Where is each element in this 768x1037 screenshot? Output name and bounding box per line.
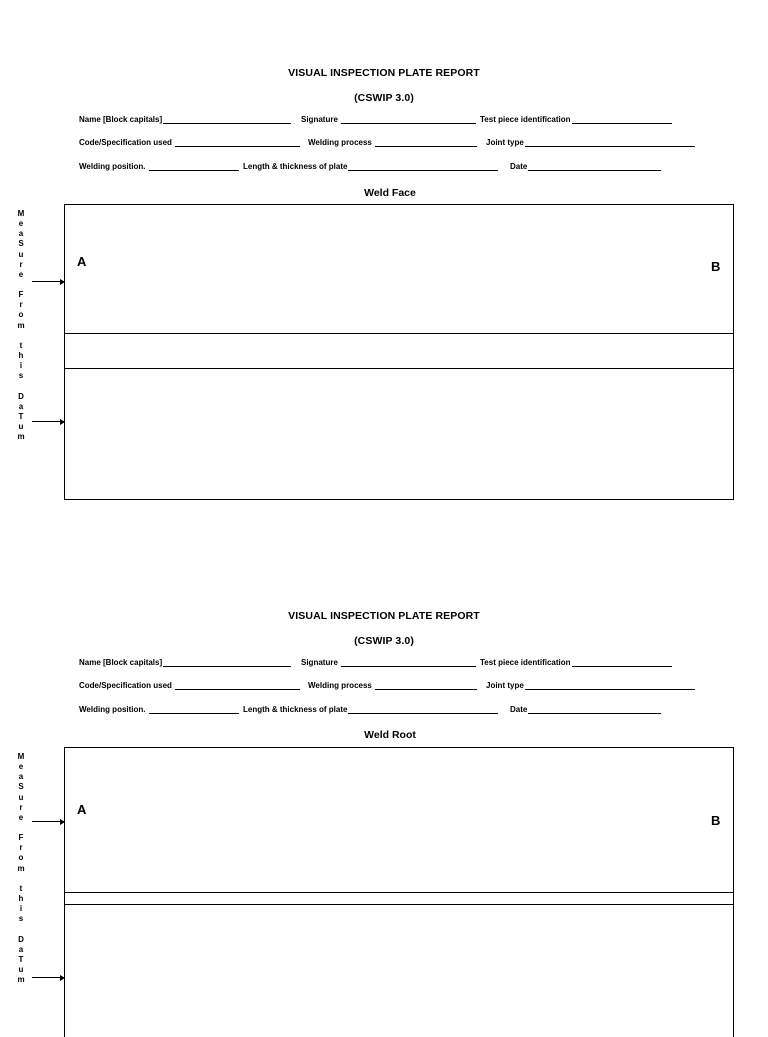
datum-letter: T [18, 954, 24, 964]
datum-letter: D [18, 934, 24, 944]
report-subtitle: (CSWIP 3.0) [354, 92, 414, 104]
joint-type-field[interactable] [486, 681, 695, 691]
welding-position-field[interactable] [79, 705, 239, 715]
length-thickness-blank[interactable] [348, 705, 498, 714]
weld-line-top [65, 892, 733, 893]
joint-type-label: Joint type [486, 681, 524, 690]
datum-letter: e [18, 269, 24, 279]
date-label: Date [510, 162, 528, 171]
report-title: VISUAL INSPECTION PLATE REPORT [288, 610, 480, 622]
marker-b: B [711, 813, 721, 828]
datum-letter: o [18, 853, 24, 863]
marker-b: B [711, 259, 721, 274]
welding-process-blank[interactable] [375, 681, 477, 690]
datum-letter: m [17, 863, 25, 873]
report-subtitle: (CSWIP 3.0) [354, 635, 414, 647]
datum-letter: t [19, 340, 23, 350]
datum-letter: a [18, 944, 24, 954]
weld-face-label: Weld Face [364, 187, 416, 199]
joint-type-blank[interactable] [525, 681, 695, 690]
name-field[interactable] [79, 658, 291, 668]
report-title: VISUAL INSPECTION PLATE REPORT [288, 67, 480, 79]
datum-letter: u [18, 249, 24, 259]
code-label: Code/Specification used [79, 681, 172, 690]
datum-letter [14, 823, 28, 833]
marker-a: A [77, 254, 87, 269]
length-thickness-label: Length & thickness of plate [243, 705, 348, 714]
datum-letter: a [18, 772, 24, 782]
datum-letter: s [18, 914, 24, 924]
datum-letter: e [18, 762, 24, 772]
test-piece-label: Test piece identification [480, 115, 571, 124]
welding-position-label: Welding position. [79, 162, 146, 171]
datum-letter: u [18, 792, 24, 802]
datum-letter [14, 874, 28, 884]
weld-line-bottom [65, 904, 733, 905]
signature-label: Signature [301, 658, 338, 667]
datum-letter: u [18, 964, 24, 974]
test-piece-label: Test piece identification [480, 658, 571, 667]
datum-arrow-lower [32, 977, 64, 978]
date-label: Date [510, 705, 528, 714]
datum-letter: a [18, 229, 24, 239]
datum-letter: r [19, 843, 23, 853]
datum-letter: s [18, 371, 24, 381]
code-field[interactable] [79, 681, 300, 691]
datum-letter: r [19, 300, 23, 310]
datum-letter: S [18, 239, 24, 249]
datum-arrow-upper [32, 821, 64, 822]
datum-letter: m [17, 975, 25, 985]
length-thickness-label: Length & thickness of plate [243, 162, 348, 171]
datum-letter: r [19, 802, 23, 812]
measure-from-datum-text [14, 752, 28, 1024]
datum-letter: F [18, 833, 24, 843]
datum-letter: M [17, 209, 25, 218]
plate-diagram [64, 747, 734, 1037]
datum-letter: D [18, 391, 24, 401]
signature-blank[interactable] [341, 658, 476, 667]
date-field[interactable] [510, 705, 661, 715]
joint-type-label: Joint type [486, 138, 524, 147]
marker-a: A [77, 802, 87, 817]
welding-position-label: Welding position. [79, 705, 146, 714]
welding-position-blank[interactable] [149, 705, 239, 714]
code-blank[interactable] [175, 681, 300, 690]
length-thickness-field[interactable] [243, 705, 498, 715]
date-blank[interactable] [528, 705, 661, 714]
test-piece-blank[interactable] [572, 658, 672, 667]
datum-letter: T [18, 411, 24, 421]
test-piece-field[interactable] [480, 658, 672, 668]
datum-letter: t [19, 883, 23, 893]
datum-letter: m [17, 320, 25, 330]
code-label: Code/Specification used [79, 138, 172, 147]
datum-letter: e [18, 219, 24, 229]
datum-letter: a [18, 401, 24, 411]
datum-letter: o [18, 310, 24, 320]
datum-letter: i [19, 361, 23, 371]
datum-letter: u [18, 421, 24, 431]
datum-letter: F [18, 290, 24, 300]
name-blank[interactable] [163, 658, 291, 667]
welding-process-label: Welding process [308, 681, 372, 690]
datum-letter: S [18, 782, 24, 792]
datum-letter: e [18, 812, 24, 822]
datum-letter: h [18, 893, 24, 903]
signature-field[interactable] [301, 658, 476, 668]
signature-label: Signature [301, 115, 338, 124]
datum-letter: M [17, 752, 25, 761]
weld-root-label: Weld Root [364, 729, 416, 741]
name-label: Name [Block capitals] [79, 658, 163, 667]
datum-letter: h [18, 350, 24, 360]
welding-process-field[interactable] [308, 681, 477, 691]
name-label: Name [Block capitals] [79, 115, 163, 124]
welding-process-label: Welding process [308, 138, 372, 147]
datum-letter: i [19, 904, 23, 914]
datum-letter: r [19, 259, 23, 269]
datum-letter [14, 924, 28, 934]
datum-letter: m [17, 432, 25, 442]
